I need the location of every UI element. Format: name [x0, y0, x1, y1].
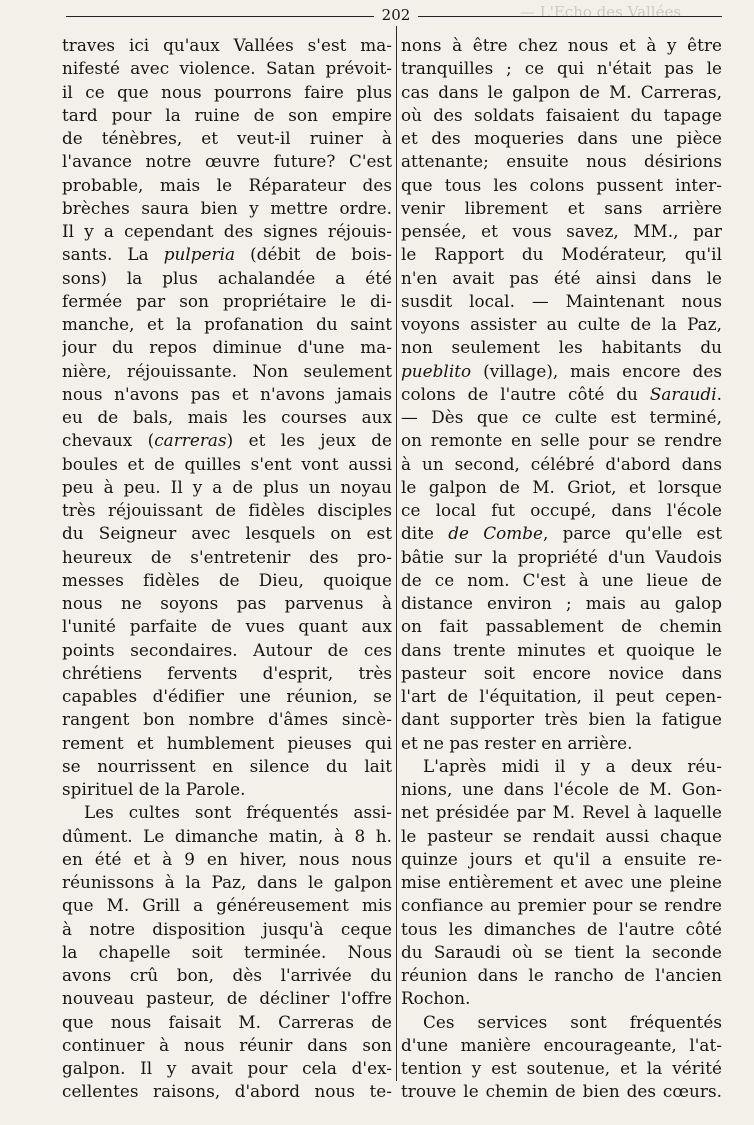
- text-line: nous n'avons pas et n'avons jamais: [62, 383, 392, 404]
- text-line: nouveau pasteur, de décliner l'offre: [62, 988, 392, 1009]
- text-line: cas dans le galpon de M. Carreras,: [401, 81, 722, 102]
- text-line: [401, 383, 722, 406]
- text-line: pasteur soit encore novice dans: [401, 662, 722, 683]
- text-line: distance environ ; mais au galop: [401, 593, 722, 613]
- text-line: cellentes raisons, d'abord nous te-: [62, 1081, 392, 1102]
- text-line: ce local fut occupé, dans l'école: [401, 500, 722, 520]
- italic-term: pulperia: [163, 244, 236, 265]
- header-rule-left: [66, 16, 374, 17]
- text-line: mise entièrement et avec une pleine: [401, 872, 722, 892]
- text-line: du Seigneur avec lesquels on est: [62, 523, 392, 544]
- text-line: nions, une dans l'école de M. Gon-: [401, 779, 722, 799]
- text-line: on remonte en selle pour se rendre: [401, 430, 722, 451]
- text-line: l'unité parfaite de vues quant aux: [62, 616, 392, 637]
- text-line: le galpon de M. Griot, et lorsque: [401, 476, 722, 497]
- text-line: il ce que nous pourrons faire plus: [62, 81, 392, 102]
- header-rule-right: [418, 16, 722, 17]
- text-line: traves ici qu'aux Vallées s'est ma-: [62, 35, 392, 55]
- text-line: fermée par son propriétaire le di-: [62, 290, 392, 311]
- text-line: galpon. Il y avait pour cela d'ex-: [62, 1058, 392, 1078]
- text-line: que tous les colons pussent inter-: [401, 174, 722, 195]
- text-line: net présidée par M. Revel à laquelle: [401, 802, 722, 823]
- italic-term: pueblito: [401, 360, 472, 381]
- text-line: eu de bals, mais les courses aux: [62, 407, 392, 427]
- text-line: l'avance notre œuvre future? C'est: [62, 151, 392, 172]
- text-line: nons à être chez nous et à y être: [401, 35, 722, 55]
- text-line: jour du repos diminue d'une ma-: [62, 337, 392, 358]
- text-line: que nous faisait M. Carreras de: [62, 1011, 392, 1032]
- text-line: le pasteur se rendait aussi chaque: [401, 825, 722, 846]
- text-line: points secondaires. Autour de ces: [62, 639, 392, 660]
- italic-term: de Combe: [448, 523, 544, 544]
- text-line: continuer à nous réunir dans son: [62, 1034, 392, 1055]
- text-line: manche, et la profanation du saint: [62, 314, 392, 334]
- text-line: tard pour la ruine de son empire: [62, 104, 392, 125]
- text-line: L'après midi il y a deux réu-: [423, 755, 722, 776]
- text-line: très réjouissant de fidèles disciples: [62, 500, 392, 520]
- left-column: [62, 34, 392, 1104]
- text-fragment: sants. La: [62, 244, 164, 265]
- text-fragment: colons de l'autre côté du: [401, 383, 650, 404]
- text-line: peu à peu. Il y a de plus un noyau: [62, 476, 392, 497]
- text-fragment: ) et les jeux de: [226, 430, 392, 451]
- text-line: réunissons à la Paz, dans le galpon: [62, 872, 392, 892]
- text-line: dans trente minutes et quoique le: [401, 639, 722, 660]
- text-line: du Saraudi où se tient la seconde: [401, 941, 722, 962]
- text-line: trouve le chemin de bien des cœurs.: [401, 1081, 722, 1102]
- text-fragment: dite: [401, 523, 449, 544]
- text-line: quinze jours et qu'il a ensuite re-: [401, 848, 722, 869]
- text-line: probable, mais le Réparateur des: [62, 174, 392, 195]
- text-line: nifesté avec violence. Satan prévoit-: [62, 58, 392, 79]
- text-fragment: (débit de bois-: [235, 244, 392, 265]
- text-line: attenante; ensuite nous désirions: [401, 151, 722, 172]
- text-line: [401, 522, 722, 545]
- text-line: messes fidèles de Dieu, quoique: [62, 569, 392, 590]
- text-line: — Dès que ce culte est terminé,: [401, 407, 722, 427]
- text-line: que M. Grill a généreusement mis: [62, 895, 392, 916]
- text-line: voyons assister au culte de la Paz,: [401, 314, 722, 334]
- text-line: spirituel de la Parole.: [62, 779, 246, 799]
- text-line: confiance au premier pour se rendre: [401, 895, 722, 916]
- text-line: on fait passablement de chemin: [401, 616, 722, 637]
- text-line: rement et humblement pieuses qui: [62, 732, 392, 753]
- text-line: à notre disposition jusqu'à ceque: [62, 918, 392, 939]
- text-line: tention y est soutenue, et la vérité: [401, 1058, 722, 1078]
- text-line: et ne pas rester en arrière.: [401, 732, 633, 753]
- text-line: sons) la plus achalandée a été: [62, 267, 392, 288]
- text-line: Il y a cependant des signes réjouis-: [62, 221, 392, 241]
- text-line: chrétiens fervents d'esprit, très: [62, 662, 392, 683]
- bleed-through-text: — L'Echo des Vallées: [520, 3, 682, 21]
- text-line: [62, 243, 392, 266]
- text-line: tous les dimanches de l'autre côté: [401, 918, 722, 939]
- text-line: rangent bon nombre d'âmes sincè-: [62, 709, 392, 730]
- text-line: dant supporter très bien la fatigue: [401, 709, 722, 730]
- text-line: [401, 360, 722, 383]
- right-column: [401, 34, 722, 1104]
- text-line: Les cultes sont fréquentés assi-: [84, 802, 392, 823]
- text-line: où des soldats faisaient du tapage: [401, 104, 722, 125]
- text-line: se nourrissent en silence du lait: [62, 755, 392, 776]
- text-line: la chapelle soit terminée. Nous: [62, 941, 392, 962]
- text-line: susdit local. — Maintenant nous: [401, 290, 722, 311]
- text-line: l'art de l'équitation, il peut cepen-: [401, 686, 722, 706]
- text-fragment: (village), mais encore des: [471, 360, 722, 381]
- text-fragment: .: [716, 383, 722, 404]
- text-line: venir librement et sans arrière: [401, 197, 722, 218]
- text-fragment: , parce qu'elle est: [543, 523, 722, 544]
- page-number: 202: [381, 6, 411, 24]
- text-line: pensée, et vous savez, MM., par: [401, 221, 722, 241]
- text-line: nière, réjouissante. Non seulement: [62, 360, 392, 381]
- text-line: [62, 429, 392, 452]
- text-line: le Rapport du Modérateur, qu'il: [401, 244, 722, 265]
- text-line: dûment. Le dimanche matin, à 8 h.: [62, 825, 392, 846]
- text-line: avons crû bon, dès l'arrivée du: [62, 965, 392, 985]
- column-divider: [396, 26, 397, 1081]
- text-line: de ce nom. C'est à une lieue de: [401, 569, 722, 590]
- text-line: n'en avait pas été ainsi dans le: [401, 267, 722, 288]
- text-line: d'une manière encourageante, l'at-: [401, 1034, 722, 1055]
- text-line: bâtie sur la propriété d'un Vaudois: [401, 546, 722, 567]
- text-line: boules et de quilles s'ent vont aussi: [62, 453, 392, 474]
- text-line: Ces services sont fréquentés: [423, 1011, 722, 1032]
- text-line: en été et à 9 en hiver, nous nous: [62, 848, 392, 869]
- text-line: à un second, célébré d'abord dans: [401, 453, 722, 474]
- text-line: brèches saura bien y mettre ordre.: [62, 197, 392, 218]
- text-line: réunion dans le rancho de l'ancien: [401, 965, 722, 985]
- text-line: capables d'édifier une réunion, se: [62, 686, 392, 706]
- text-line: tranquilles ; ce qui n'était pas le: [401, 58, 722, 79]
- italic-term: Saraudi: [649, 383, 717, 404]
- italic-term: carreras: [154, 430, 227, 451]
- text-line: heureux de s'entretenir des pro-: [62, 546, 392, 567]
- text-line: et des moqueries dans une pièce: [401, 128, 722, 148]
- text-line: non seulement les habitants du: [401, 337, 722, 358]
- text-fragment: chevaux (: [62, 430, 155, 451]
- text-line: nous ne soyons pas parvenus à: [62, 593, 392, 613]
- text-line: de ténèbres, et veut-il ruiner à: [62, 128, 392, 148]
- text-line: Rochon.: [401, 988, 471, 1009]
